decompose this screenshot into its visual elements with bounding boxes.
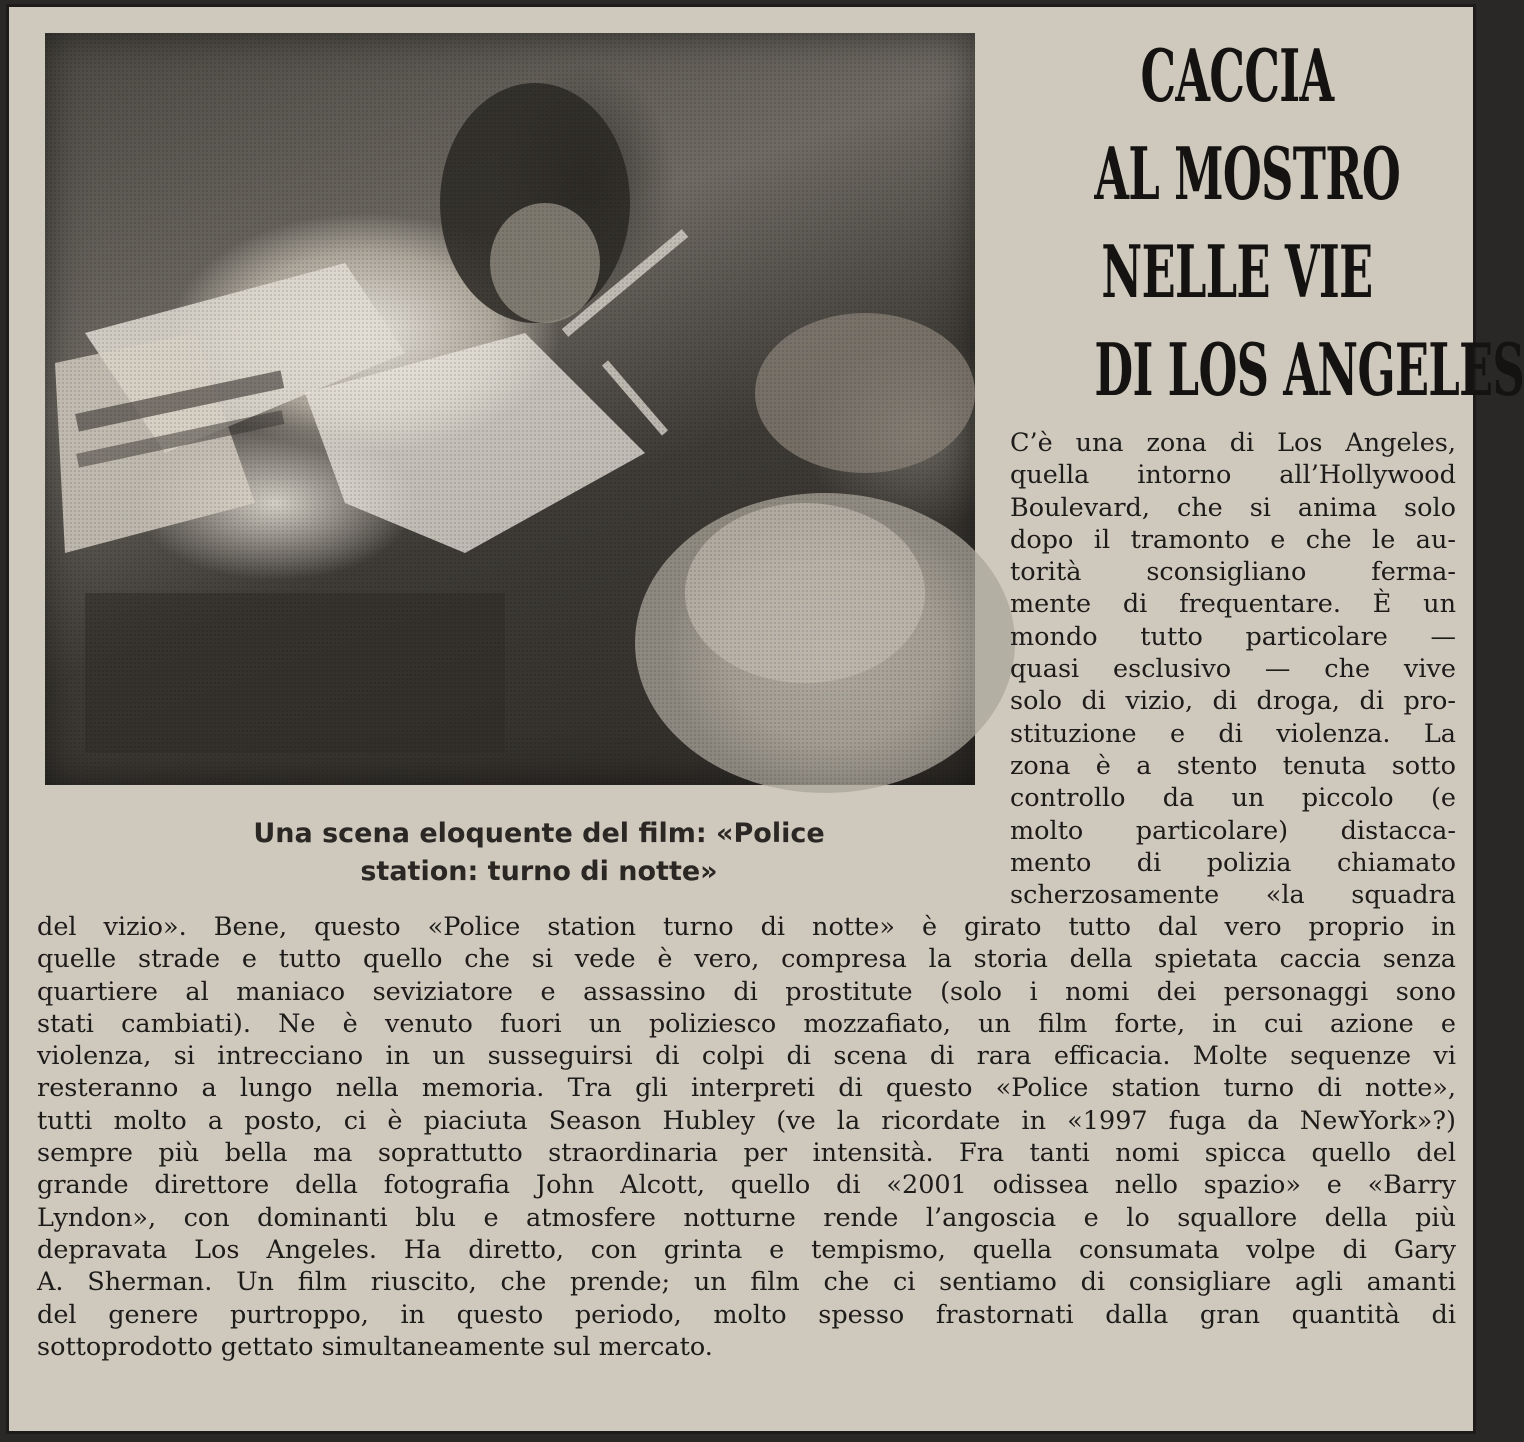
article-line: stituzione e di violenza. La xyxy=(1010,718,1456,749)
article-line: sempre più bella ma soprattutto straordinaria per intensità. Fra tanti nomi spicca quello del xyxy=(37,1138,1456,1169)
article-line: del vizio». Bene, questo «Police station turno di notte» è girato tutto dal vero proprio in xyxy=(37,912,1456,942)
headline-line-4: DI LOS ANGELES xyxy=(1094,327,1524,412)
article-line: stati cambiati). Ne è venuto fuori un poliziesco mozzafiato, un film forte, in cui azione e xyxy=(37,1008,1456,1039)
article-line: violenza, si intrecciano in un susseguirsi di colpi di scena di rara efficacia. Molte sequenze vi xyxy=(37,1041,1456,1072)
article-line: torità sconsigliano ferma- xyxy=(1010,557,1456,588)
article-right-column xyxy=(1010,427,1456,911)
article-line: dopo il tramonto e che le au- xyxy=(1010,524,1456,555)
article-line: A. Sherman. Un film riuscito, che prende; un film che ci sentiamo di consigliare agli amanti xyxy=(37,1267,1456,1298)
article-line: molto particolare) distacca- xyxy=(1010,815,1456,846)
article-line: mondo tutto particolare — xyxy=(1010,621,1456,652)
article-line: tutti molto a posto, ci è piaciuta Season Hubley (ve la ricordate in «1997 fuga da NewYork»?) xyxy=(37,1105,1456,1136)
article-line: quartiere al maniaco seviziatore e assassino di prostitute (solo i nomi dei personaggi sono xyxy=(37,976,1456,1007)
article-line: quasi esclusivo — che vive xyxy=(1010,654,1456,685)
article-line: mento di polizia chiamato xyxy=(1010,847,1456,878)
caption-line-2: station: turno di notte» xyxy=(360,856,718,887)
article-line: depravata Los Angeles. Ha diretto, con grinta e tempismo, quella consumata volpe di Gary xyxy=(37,1234,1456,1265)
headline-line-3: NELLE VIE xyxy=(1101,229,1373,314)
article-line: resteranno a lungo nella memoria. Tra gli interpreti di questo «Police station turno di notte», xyxy=(37,1073,1456,1104)
article-line: Boulevard, che si anima solo xyxy=(1010,492,1456,523)
article-line: grande direttore della fotografia John Alcott, quello di «2001 odissea nello spazio» e «Barry xyxy=(37,1170,1456,1201)
article-line: solo di vizio, di droga, di pro- xyxy=(1010,686,1456,717)
photo-shapes xyxy=(45,33,975,785)
photo-caption xyxy=(159,815,919,891)
article-line: C’è una zona di Los Angeles, xyxy=(1010,428,1456,458)
article-line: mente di frequentare. È un xyxy=(1010,589,1456,620)
article-line: controllo da un piccolo (e xyxy=(1010,783,1456,814)
newspaper-clipping xyxy=(6,4,1524,1434)
caption-line-1: Una scena eloquente del film: «Police xyxy=(253,818,825,849)
headline-line-2: AL MOSTRO xyxy=(1094,131,1401,216)
article-line: Lyndon», con dominanti blu e atmosfere notturne rende l’angoscia e lo squallore della più xyxy=(37,1202,1456,1233)
article-line: quella intorno all’Hollywood xyxy=(1010,460,1456,491)
film-still-photo xyxy=(45,33,975,785)
headline xyxy=(1007,27,1524,419)
article-line: sottoprodotto gettato simultaneamente sul mercato. xyxy=(37,1331,713,1362)
headline-line-1: CACCIA xyxy=(1140,33,1334,118)
article-line: quelle strade e tutto quello che si vede è vero, compresa la storia della spietata caccia senza xyxy=(37,944,1456,975)
article-line: del genere purtroppo, in questo periodo, molto spesso frastornati dalla gran quantità di xyxy=(37,1299,1456,1330)
article-full-width xyxy=(37,911,1456,1363)
article-line: zona è a stento tenuta sotto xyxy=(1010,750,1456,781)
article-line: scherzosamente «la squadra xyxy=(1010,880,1456,911)
